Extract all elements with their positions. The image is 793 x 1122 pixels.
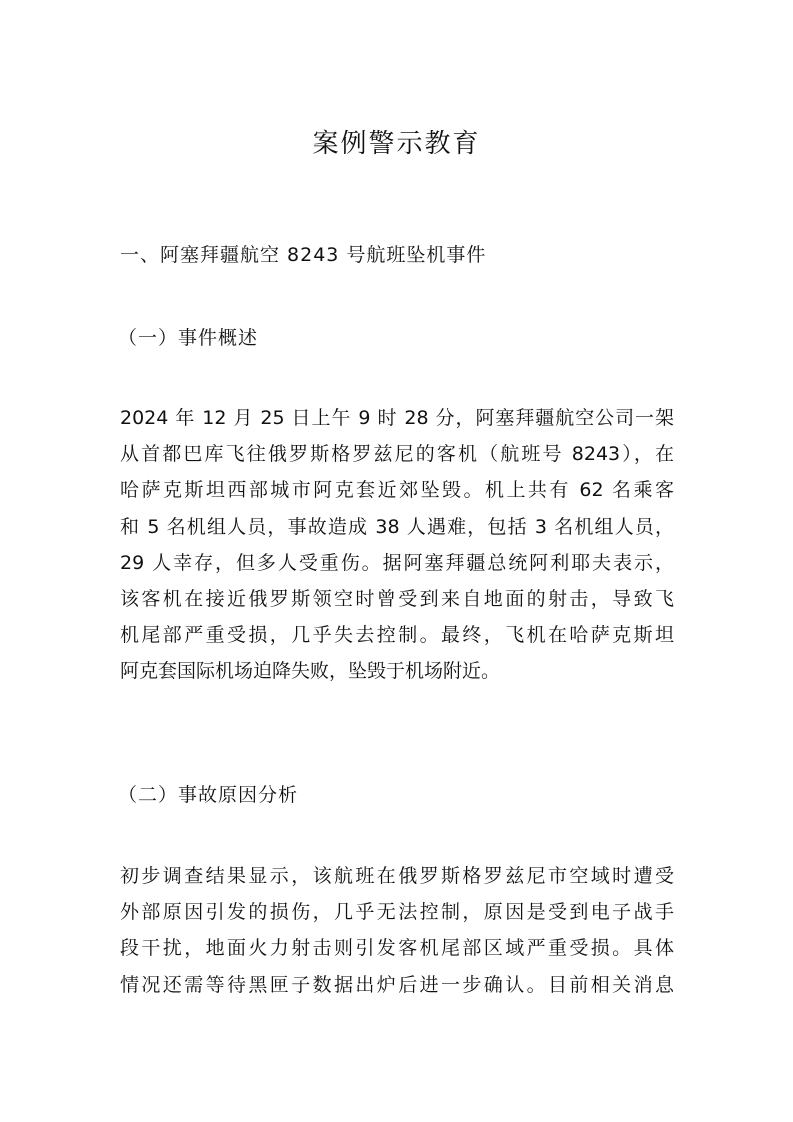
paragraph-line: 从首都巴库飞往俄罗斯格罗兹尼的客机（航班号 8243），在 [120,443,674,466]
paragraph-line: 阿克套国际机场迫降失败，坠毁于机场附近。 [120,660,501,683]
document-title: 案例警示教育 [312,129,481,159]
subsection-heading-cause-analysis: （二）事故原因分析 [118,784,299,806]
section-heading: 一、阿塞拜疆航空 8243 号航班坠机事件 [120,244,487,266]
paragraph-line: 段干扰，地面火力射击则引发客机尾部区域严重受损。具体 [120,937,674,960]
paragraph-line: 该客机在接近俄罗斯领空时曾受到来自地面的射击，导致飞 [120,588,674,611]
paragraph-line: 哈萨克斯坦西部城市阿克套近郊坠毁。机上共有 62 名乘客 [120,479,674,502]
paragraph-line: 外部原因引发的损伤，几乎无法控制，原因是受到电子战手 [120,901,674,924]
paragraph-line: 2024 年 12 月 25 日上午 9 时 28 分，阿塞拜疆航空公司一架 [120,407,674,429]
paragraph-line: 29 人幸存，但多人受重伤。据阿塞拜疆总统阿利耶夫表示， [120,551,674,574]
paragraph-cause-analysis [120,858,674,1003]
paragraph-line: 初步调查结果显示，该航班在俄罗斯格罗兹尼市空域时遭受 [120,865,674,887]
subsection-heading-overview: （一）事件概述 [118,327,259,349]
paragraph-line: 和 5 名机组人员，事故造成 38 人遇难，包括 3 名机组人员， [120,515,674,538]
paragraph-event-overview [120,400,674,690]
paragraph-line: 机尾部严重受损，几乎失去控制。最终，飞机在哈萨克斯坦 [120,624,674,647]
paragraph-line: 情况还需等待黑匣子数据出炉后进一步确认。目前相关消息 [120,973,674,996]
